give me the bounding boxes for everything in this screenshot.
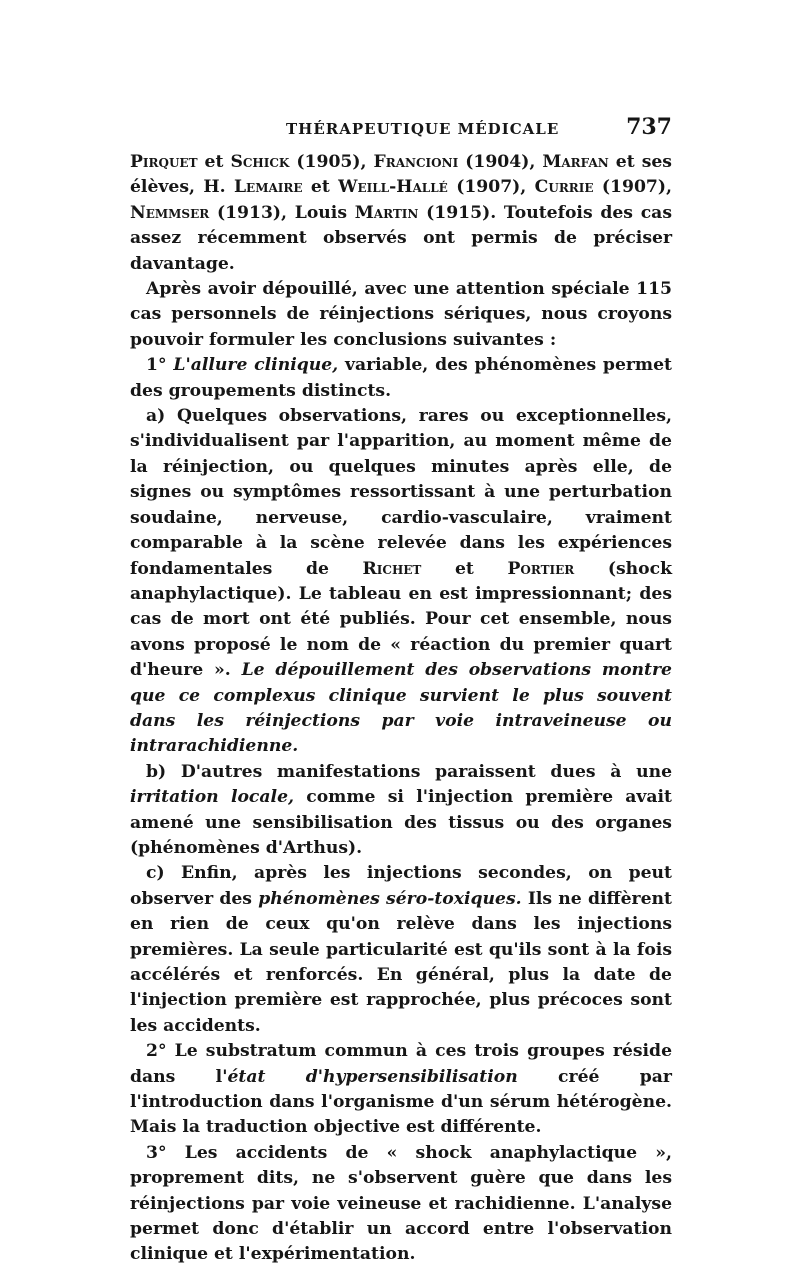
paragraph-point-2 [130,1039,672,1141]
text-run: (1913), Louis [209,202,355,223]
text-run: (1904), [458,152,543,172]
text-run: 2° Le substratum commun à ces trois groupes réside dans l' [130,1041,672,1087]
text-run: b) D'autres manifestations paraissent dues à une [146,761,672,782]
text-run: (1907), [447,177,535,198]
text-run: et [197,152,231,172]
text-run: et [302,177,339,198]
paragraph-point-c [130,861,672,1039]
paragraph-point-a [130,404,672,760]
text-run: a) Quelques observations, rares ou exceptionnelles, s'individualisent par l'apparition, au moment même de la réinjection, ou quelques minutes après elle, de signes ou symptômes ressortissant à une perturbation soudaine, nerveuse, cardio-vasculaire, vraiment comparable à la scène relevée dans les expériences fondamentales de [130,406,672,579]
author-name: Portier [507,558,575,579]
text-run: (1905), [289,152,374,172]
page-number: 737 [626,114,672,140]
text-run: (1907), [593,177,672,198]
emphasis: état d'hypersensibilisation [227,1066,518,1087]
emphasis: Le dépouillement des observations montre que ce complexus clinique survient le plus souvent dans les réinjections par voie intraveineuse ou intrarachidienne. [130,660,672,757]
text-run: créé par l'introduction dans l'organisme d'un sérum hétérogène. Mais la traduction objective est différente. [130,1066,672,1138]
author-name: Martin [354,202,419,223]
text-run: comme si l'injection première avait amené une sensibilisation des tissus ou des organes (phénomènes d'Arthus). [130,787,672,858]
author-name: Lemaire [233,177,303,198]
author-name: Francioni [373,152,459,172]
author-name: Richet [362,558,422,579]
text-run: (1915). Toutefois des cas assez récemment observés ont permis de préciser davantage. [130,202,672,274]
running-head [130,116,672,146]
text-run: Ils ne diffèrent en rien de ceux qu'on relève dans les injections premières. La seule particularité est qu'ils sont à la fois accélérés et renforcés. En général, plus la date de l'injection première est rapprochée, plus précoces sont les accidents. [130,888,672,1036]
text-run: (shock anaphylactique). Le tableau en est impressionnant; des cas de mort ont été publiés. Pour cet ensemble, nous avons proposé le nom de « réaction du premier quart d'heure ». [130,558,673,681]
emphasis: L'allure clinique, [173,355,339,376]
body-text [130,150,672,1268]
author-name: Marfan [542,152,609,172]
author-name: Nemmser [130,202,210,223]
paragraph-references [130,150,672,277]
paragraph-point-b [130,760,672,862]
author-name: Pirquet [130,152,198,172]
text-run: variable, des phénomènes permet des groupements distincts. [130,355,672,401]
paragraph-point-3: 3° Les accidents de « shock anaphylactique », proprement dits, ne s'observent guère que dans les réinjections par voie veineuse et rachidienne. L'analyse permet donc d'établir un accord entre l'observation clinique et l'expérimentation. [130,1142,672,1265]
text-run: et [421,558,508,579]
running-title: THÉRAPEUTIQUE MÉDICALE [286,120,560,138]
text-run: c) Enfin, après les injections secondes, on peut observer des [130,863,672,909]
author-name: Schick [230,152,290,172]
paragraph-point-1 [130,353,672,404]
emphasis: irritation locale, [130,787,294,808]
author-name: Currie [534,177,594,198]
paragraph-method: Après avoir dépouillé, avec une attention spéciale 115 cas personnels de réinjections sériques, nous croyons pouvoir formuler les conclusions suivantes : [130,279,672,350]
text-run: et ses élèves, H. [130,152,672,198]
point-number: 1° [146,355,174,376]
emphasis: phénomènes séro-toxiques. [258,888,522,909]
author-name: Weill-Hallé [338,177,448,198]
